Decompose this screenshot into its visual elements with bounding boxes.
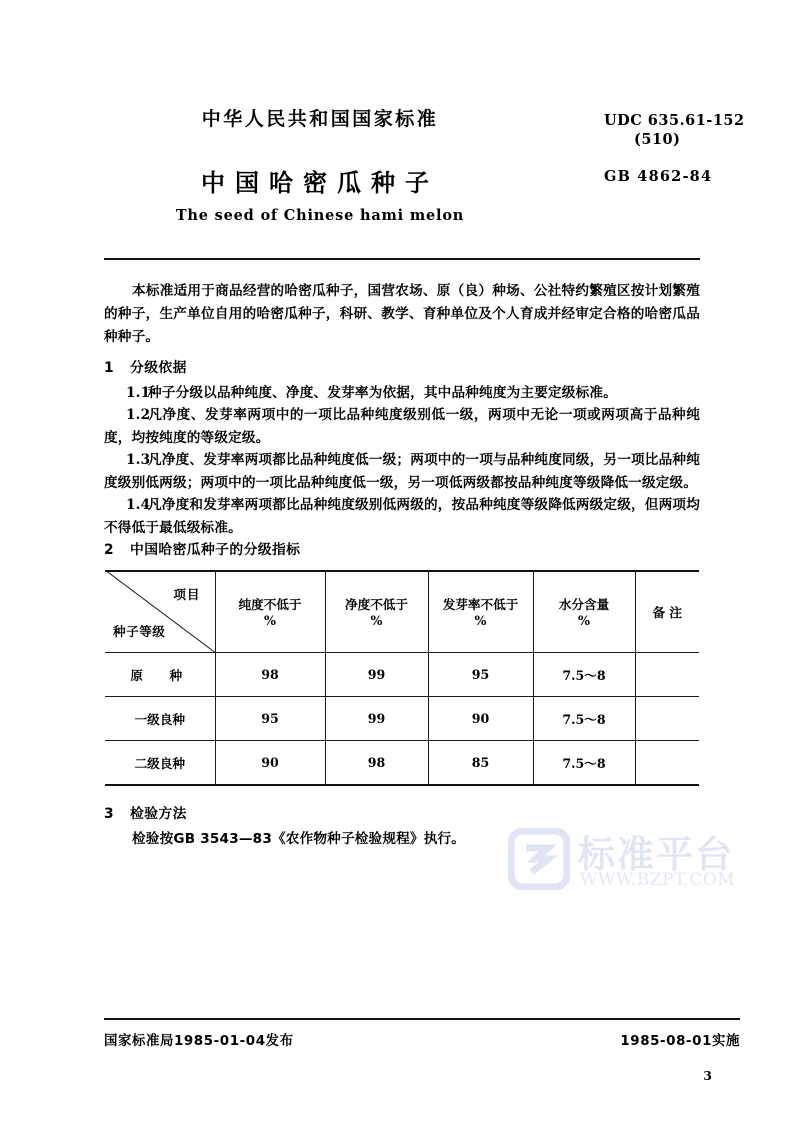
section-3-heading (104, 802, 700, 822)
row-1-germination: 90 (428, 696, 533, 740)
clause-1-3 (104, 449, 700, 495)
row-2-moisture: 7.5～8 (533, 740, 635, 784)
section-1-title: 分级依据 (130, 360, 187, 376)
footer-issue-date: 国家标准局1985-01-04发布 (104, 1034, 294, 1049)
table-row (105, 740, 699, 784)
column-header-purity-unit: % (264, 613, 276, 628)
udc-number: UDC 635.61-152 (604, 112, 745, 129)
column-header-moisture (533, 570, 635, 652)
clause-1-2-text: 凡净度、发芽率两项中的一项比品种纯度级别低一级，两项中无论一项或两项高于品种纯度，均按纯度的等级定级。 (104, 407, 700, 446)
scope-paragraph: 本标准适用于商品经营的哈密瓜种子，国营农场、原（良）种场、公社特约繁殖区按计划繁殖的种子，生产单位自用的哈密瓜种子，科研、教学、育种单位及个人育成并经审定合格的哈密瓜品种种子。 (104, 283, 700, 345)
clause-1-2-label: 1.2 (126, 407, 151, 423)
table-border-bottom (105, 784, 699, 786)
column-header-purity (215, 570, 325, 652)
row-1-purity: 95 (215, 696, 325, 740)
watermark-text: 标准平台 (578, 833, 734, 876)
column-header-purity-text: 纯度不低于 (238, 597, 302, 612)
table-header-row (105, 570, 699, 652)
row-0-germination: 95 (428, 652, 533, 696)
section-3-number: 3 (104, 806, 114, 822)
page-number: 3 (703, 1068, 712, 1083)
clause-1-1-text: 种子分级以品种纯度、净度、发芽率为依据，其中品种纯度为主要定级标准。 (148, 385, 617, 401)
section-2-number: 2 (104, 542, 114, 558)
section-1-number: 1 (104, 360, 114, 376)
column-header-cleanliness-unit: % (370, 613, 383, 628)
standard-number: GB 4862-84 (604, 168, 713, 185)
row-0-moisture: 7.5～8 (533, 652, 635, 696)
column-header-remark: 备 注 (635, 570, 699, 652)
section-3-paragraph: 检验按GB 3543—83《农作物种子检验规程》执行。 (132, 831, 466, 847)
footer-divider (104, 1018, 740, 1020)
column-header-cleanliness (325, 570, 428, 652)
table-row (105, 696, 699, 740)
footer-effective-date: 1985-08-01实施 (620, 1034, 740, 1049)
row-2-purity: 90 (215, 740, 325, 784)
row-grade-second-class: 二级良种 (105, 740, 215, 784)
row-grade-first-class: 一级良种 (105, 696, 215, 740)
header-divider (104, 258, 700, 260)
corner-grade-label: 种子等级 (113, 624, 166, 639)
clause-1-4-text: 凡净度和发芽率两项都比品种纯度级别低两级的，按品种纯度等级降低两级定级，但两项均不得低于最低级标准。 (104, 497, 700, 536)
section-3-title: 检验方法 (130, 806, 187, 822)
clause-1-3-text: 凡净度、发芽率两项都比品种纯度低一级；两项中的一项与品种纯度同级，另一项比品种纯度级别低两级；两项中的一项比品种纯度低一级，另一项低两级都按品种纯度等级降低一级定级。 (104, 452, 700, 491)
table-corner-cell (105, 570, 215, 652)
row-2-cleanliness: 98 (325, 740, 428, 784)
column-header-moisture-text: 水分含量 (558, 597, 610, 612)
clause-1-1 (104, 382, 700, 405)
row-grade-original: 原 种 (105, 652, 215, 696)
row-0-purity: 98 (215, 652, 325, 696)
grading-index-table (105, 570, 699, 784)
column-header-cleanliness-text: 净度不低于 (345, 597, 408, 612)
clause-1-1-label: 1.1 (126, 385, 151, 401)
clause-1-3-label: 1.3 (126, 452, 151, 468)
udc-subcode: (510) (634, 131, 681, 148)
row-1-remark (635, 696, 699, 740)
row-2-germination: 85 (428, 740, 533, 784)
section-2-title: 中国哈密瓜种子的分级指标 (130, 542, 301, 558)
section-2-heading (104, 538, 700, 558)
clause-1-2 (104, 404, 700, 450)
clause-1-4 (104, 494, 700, 540)
column-header-moisture-unit: % (578, 613, 590, 628)
column-header-germination-text: 发芽率不低于 (442, 597, 519, 612)
column-header-germination (428, 570, 533, 652)
national-standard-heading: 中华人民共和国国家标准 (201, 108, 439, 130)
row-1-moisture: 7.5～8 (533, 696, 635, 740)
row-0-cleanliness: 99 (325, 652, 428, 696)
watermark-url: WWW.BZPT.COM (580, 870, 736, 890)
row-2-remark (635, 740, 699, 784)
column-header-germination-unit: % (474, 613, 487, 628)
page-title: 中国哈密瓜种子 (201, 169, 439, 197)
corner-item-label: 项目 (173, 587, 201, 602)
section-1-heading (104, 356, 700, 376)
clause-1-4-label: 1.4 (126, 497, 151, 513)
table-row (105, 652, 699, 696)
row-0-remark (635, 652, 699, 696)
page-title-english: The seed of Chinese hami melon (175, 207, 465, 224)
row-1-cleanliness: 99 (325, 696, 428, 740)
